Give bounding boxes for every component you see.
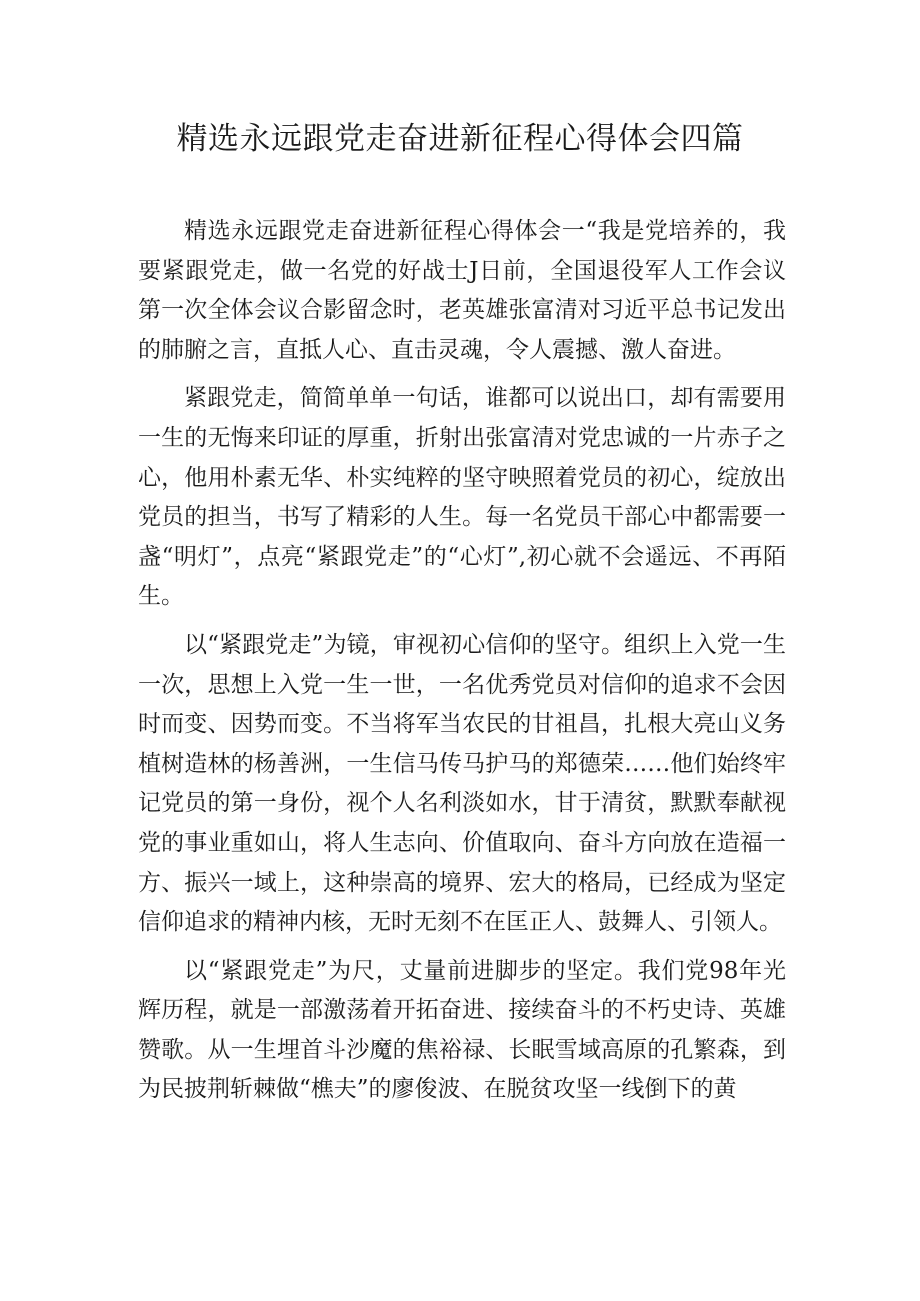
document-body xyxy=(138,212,786,1119)
paragraph-3: 以“紧跟党走”为镜，审视初心信仰的坚守。组织上入党一生一次，思想上入党一生一世，一名优秀党员对信仰的追求不会因时而变、因势而变。不当将军当农民的甘祖昌，扎根大亮山义务植树造林的杨善洲，一生信马传马护马的郑德荣……他们始终牢记党员的第一身份，视个人名利淡如水，甘于清贫，默默奉献视党的事业重如山，将人生志向、价值取向、奋斗方向放在造福一方、振兴一域上，这种崇高的境界、宏大的格局，已经成为坚定信仰追求的精神内核，无时无刻不在匡正人、鼓舞人、引领人。 xyxy=(138,631,786,936)
paragraph-4: 以“紧跟党走”为尺，丈量前进脚步的坚定。我们党98年光辉历程，就是一部激荡着开拓奋进、接续奋斗的不朽史诗、英雄赞歌。从一生埋首斗沙魔的焦裕禄、长眠雪域高原的孔繁森，到为民披荆斩棘做“樵夫”的廖俊波、在脱贫攻坚一线倒下的黄 xyxy=(138,957,786,1103)
paragraph-2: 紧跟党走，简简单单一句话，谁都可以说出口，却有需要用一生的无悔来印证的厚重，折射出张富清对党忠诚的一片赤子之心，他用朴素无华、朴实纯粹的坚守映照着党员的初心，绽放出党员的担当，书写了精彩的人生。每一名党员干部心中都需要一盏“明灯”，点亮“紧跟党走”的“心灯”,初心就不会遥远、不再陌生。 xyxy=(138,385,786,610)
paragraph-1: 精选永远跟党走奋进新征程心得体会一“我是党培养的，我要紧跟党走，做一名党的好战士J日前，全国退役军人工作会议第一次全体会议合影留念时，老英雄张富清对习近平总书记发出的肺腑之言，直抵人心、直击灵魂，令人震撼、激人奋进。 xyxy=(138,218,786,363)
document-title: 精选永远跟党走奋进新征程心得体会四篇 xyxy=(176,121,744,157)
